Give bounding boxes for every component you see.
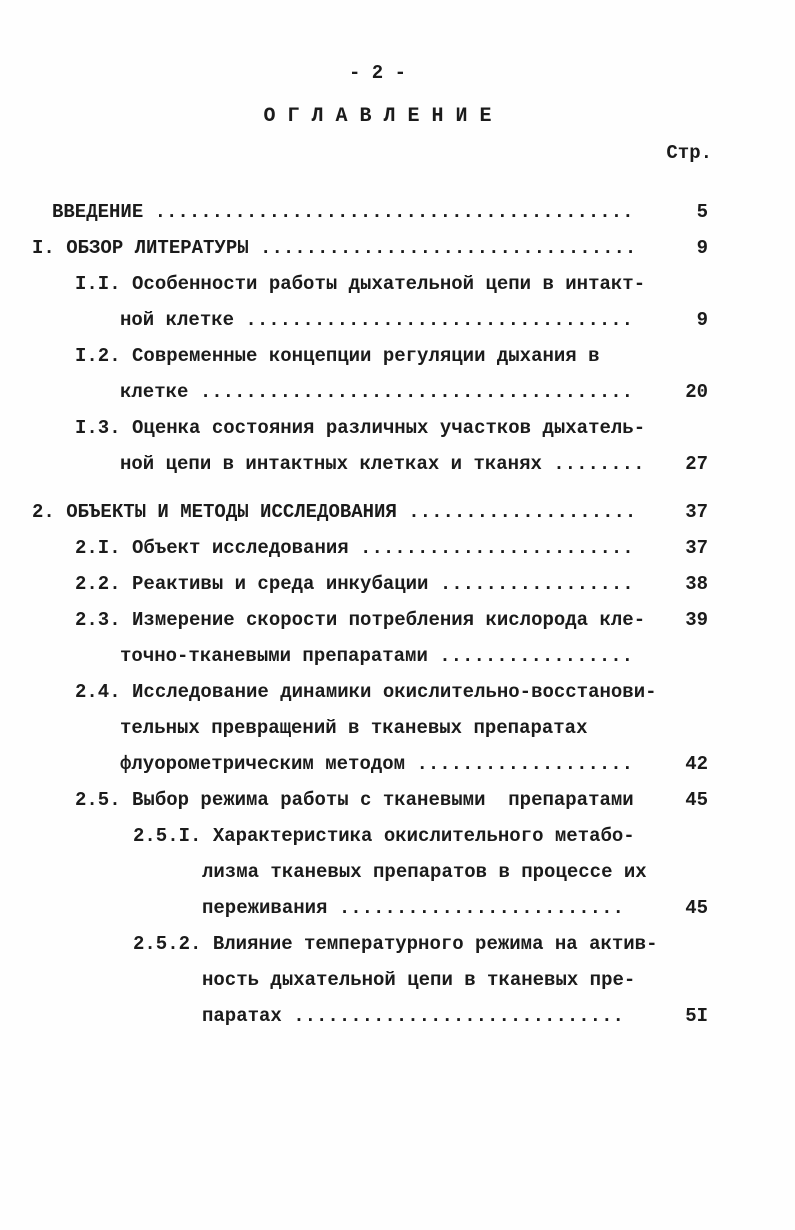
- toc-page-number: 37: [685, 537, 708, 559]
- toc-page-number: 38: [685, 573, 708, 595]
- toc-entry-text: I. ОБЗОР ЛИТЕРАТУРЫ .................................: [32, 237, 637, 259]
- toc-line: [0, 962, 795, 998]
- toc-page-number: 45: [685, 789, 708, 811]
- toc-line: [0, 710, 795, 746]
- toc-line: [0, 782, 795, 818]
- toc-line: [0, 890, 795, 926]
- toc-page-number: 39: [685, 609, 708, 631]
- toc-page-number: 27: [685, 453, 708, 475]
- toc-entry-text: I.3. Оценка состояния различных участков дыхатель-: [75, 417, 646, 439]
- toc-entry-text: 2.I. Объект исследования ........................: [75, 537, 634, 559]
- toc-entry-text: паратах .............................: [202, 1005, 624, 1027]
- table-of-contents: [0, 194, 795, 1034]
- toc-entry-text: лизма тканевых препаратов в процессе их: [202, 861, 647, 883]
- toc-page-number: 42: [685, 753, 708, 775]
- toc-line: [0, 374, 795, 410]
- toc-entry-text: тельных превращений в тканевых препаратах: [120, 717, 588, 739]
- toc-entry-text: клетке ......................................: [120, 381, 634, 403]
- toc-line: [0, 530, 795, 566]
- toc-entry-text: 2.5.2. Влияние температурного режима на актив-: [133, 933, 658, 955]
- toc-line: [0, 926, 795, 962]
- page-column-header: Стр.: [666, 142, 712, 164]
- toc-line: [0, 638, 795, 674]
- toc-line: [0, 266, 795, 302]
- toc-entry-text: ВВЕДЕНИЕ ..........................................: [52, 201, 634, 223]
- toc-line: [0, 410, 795, 446]
- toc-line: [0, 674, 795, 710]
- toc-line: [0, 302, 795, 338]
- toc-line: [0, 338, 795, 374]
- toc-line: [0, 818, 795, 854]
- toc-page-number: 37: [685, 501, 708, 523]
- toc-line: [0, 230, 795, 266]
- toc-entry-text: I.2. Современные концепции регуляции дыхания в: [75, 345, 600, 367]
- toc-page-number: 5I: [685, 1005, 708, 1027]
- toc-line: [0, 746, 795, 782]
- toc-page-number: 45: [685, 897, 708, 919]
- toc-entry-text: 2.2. Реактивы и среда инкубации .................: [75, 573, 634, 595]
- toc-entry-text: ной цепи в интактных клетках и тканях ........: [120, 453, 645, 475]
- toc-line: [0, 998, 795, 1034]
- toc-page-number: 20: [685, 381, 708, 403]
- toc-entry-text: переживания .........................: [202, 897, 624, 919]
- toc-page-number: 9: [696, 237, 708, 259]
- toc-entry-text: 2.5.I. Характеристика окислительного метабо-: [133, 825, 635, 847]
- toc-page-number: 5: [696, 201, 708, 223]
- toc-line: [0, 854, 795, 890]
- toc-line: [0, 494, 795, 530]
- toc-entry-text: I.I. Особенности работы дыхательной цепи в интакт-: [75, 273, 646, 295]
- toc-line: [0, 602, 795, 638]
- toc-page-number: 9: [696, 309, 708, 331]
- toc-entry-text: 2. ОБЪЕКТЫ И МЕТОДЫ ИССЛЕДОВАНИЯ ....................: [32, 501, 637, 523]
- toc-line: [0, 566, 795, 602]
- page-number-header: - 2 -: [348, 62, 406, 84]
- toc-entry-text: ность дыхательной цепи в тканевых пре-: [202, 969, 636, 991]
- toc-entry-text: флуорометрическим методом ...................: [120, 753, 634, 775]
- toc-entry-text: точно-тканевыми препаратами .................: [120, 645, 634, 667]
- toc-entry-text: ной клетке ..................................: [120, 309, 634, 331]
- toc-line: [0, 446, 795, 482]
- toc-line: [0, 194, 795, 230]
- toc-entry-text: 2.3. Измерение скорости потребления кислорода кле-: [75, 609, 646, 631]
- document-title: О Г Л А В Л Е Н И Е: [263, 105, 492, 128]
- toc-entry-text: 2.5. Выбор режима работы с тканевыми препаратами: [75, 789, 634, 811]
- toc-entry-text: 2.4. Исследование динамики окислительно-восстанови-: [75, 681, 657, 703]
